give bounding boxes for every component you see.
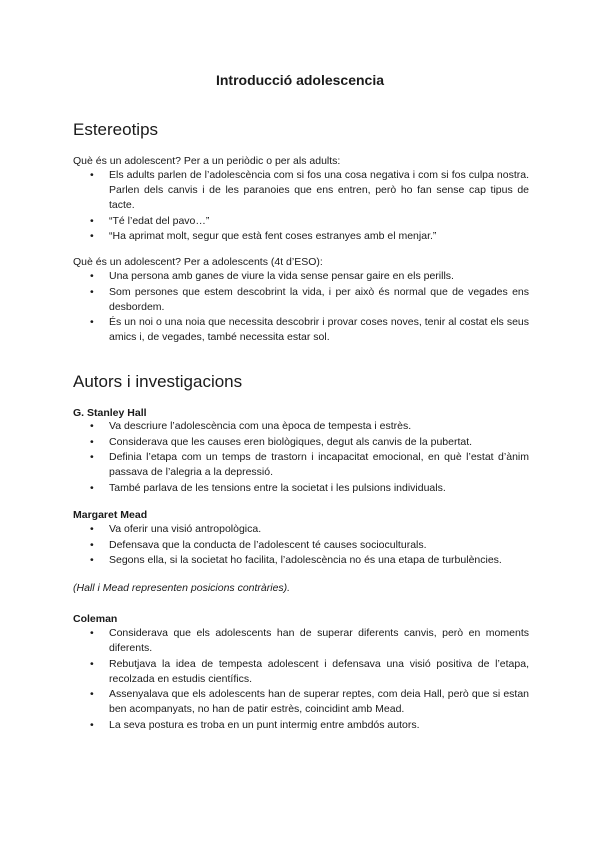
intro-adolescents: Què és un adolescent? Per a adolescents (4t d’ESO): (73, 256, 323, 268)
list-item: • Va descriure l’adolescència com una època de tempesta i estrès. (73, 419, 529, 434)
list-item: • Assenyalava que els adolescents han de superar reptes, com deia Hall, però que si estan ben acompanyats, no han de patir estrès, coincidint amb Mead. (73, 687, 529, 717)
list-item: • Considerava que els adolescents han de superar diferents canvis, però en moments diferents. (73, 626, 529, 656)
list-item: • És un noi o una noia que necessita descobrir i provar coses noves, tenir al costat els seus amics i, de vegades, també necessita estar sol. (73, 315, 529, 345)
list-item: • Segons ella, si la societat ho facilita, l’adolescència no és una etapa de turbulències. (73, 553, 529, 568)
list-item: • “Ha aprimat molt, segur que està fent coses estranyes amb el menjar.” (73, 229, 529, 244)
section-heading-estereotips: Estereotips (73, 120, 159, 139)
list-item: • La seva postura es troba en un punt intermig entre ambdós autors. (73, 718, 529, 733)
document-title: Introducció adolescencia (215, 72, 385, 88)
list-item: • Som persones que estem descobrint la vida, i per això és normal que de vegades ens desbordem. (73, 285, 529, 315)
list-estereotips-adolescents (73, 269, 529, 346)
author-coleman: Coleman (73, 613, 118, 625)
list-item: • Va oferir una visió antropològica. (73, 522, 529, 537)
list-hall (73, 419, 529, 496)
list-item: • Considerava que les causes eren biològiques, degut als canvis de la pubertat. (73, 435, 529, 450)
section-heading-autors: Autors i investigacions (73, 372, 243, 391)
list-estereotips-adults (73, 168, 529, 245)
list-coleman (73, 626, 529, 733)
author-mead: Margaret Mead (73, 509, 148, 521)
author-hall: G. Stanley Hall (73, 407, 147, 419)
list-item: • També parlava de les tensions entre la societat i les pulsions individuals. (73, 481, 529, 496)
list-item: • “Té l’edat del pavo…” (73, 214, 529, 229)
list-item: • Els adults parlen de l’adolescència com si fos una cosa negativa i com si fos culpa nostra. Parlen dels canvis i de les paranoies que ens entren, però ho fan sense cap tipus de tacte. (73, 168, 529, 213)
list-mead (73, 522, 529, 569)
list-item: • Definia l’etapa com un temps de trastorn i incapacitat emocional, en què l’estat d’ànim passava de l’alegria a la depressió. (73, 450, 529, 480)
intro-adults: Què és un adolescent? Per a un periòdic o per als adults: (73, 155, 341, 167)
note-hall-mead: (Hall i Mead representen posicions contràries). (73, 582, 291, 594)
list-item: • Defensava que la conducta de l’adolescent té causes socioculturals. (73, 538, 529, 553)
list-item: • Rebutjava la idea de tempesta adolescent i defensava una visió positiva de l’etapa, recolzada en estudis científics. (73, 657, 529, 687)
list-item: • Una persona amb ganes de viure la vida sense pensar gaire en els perills. (73, 269, 529, 284)
